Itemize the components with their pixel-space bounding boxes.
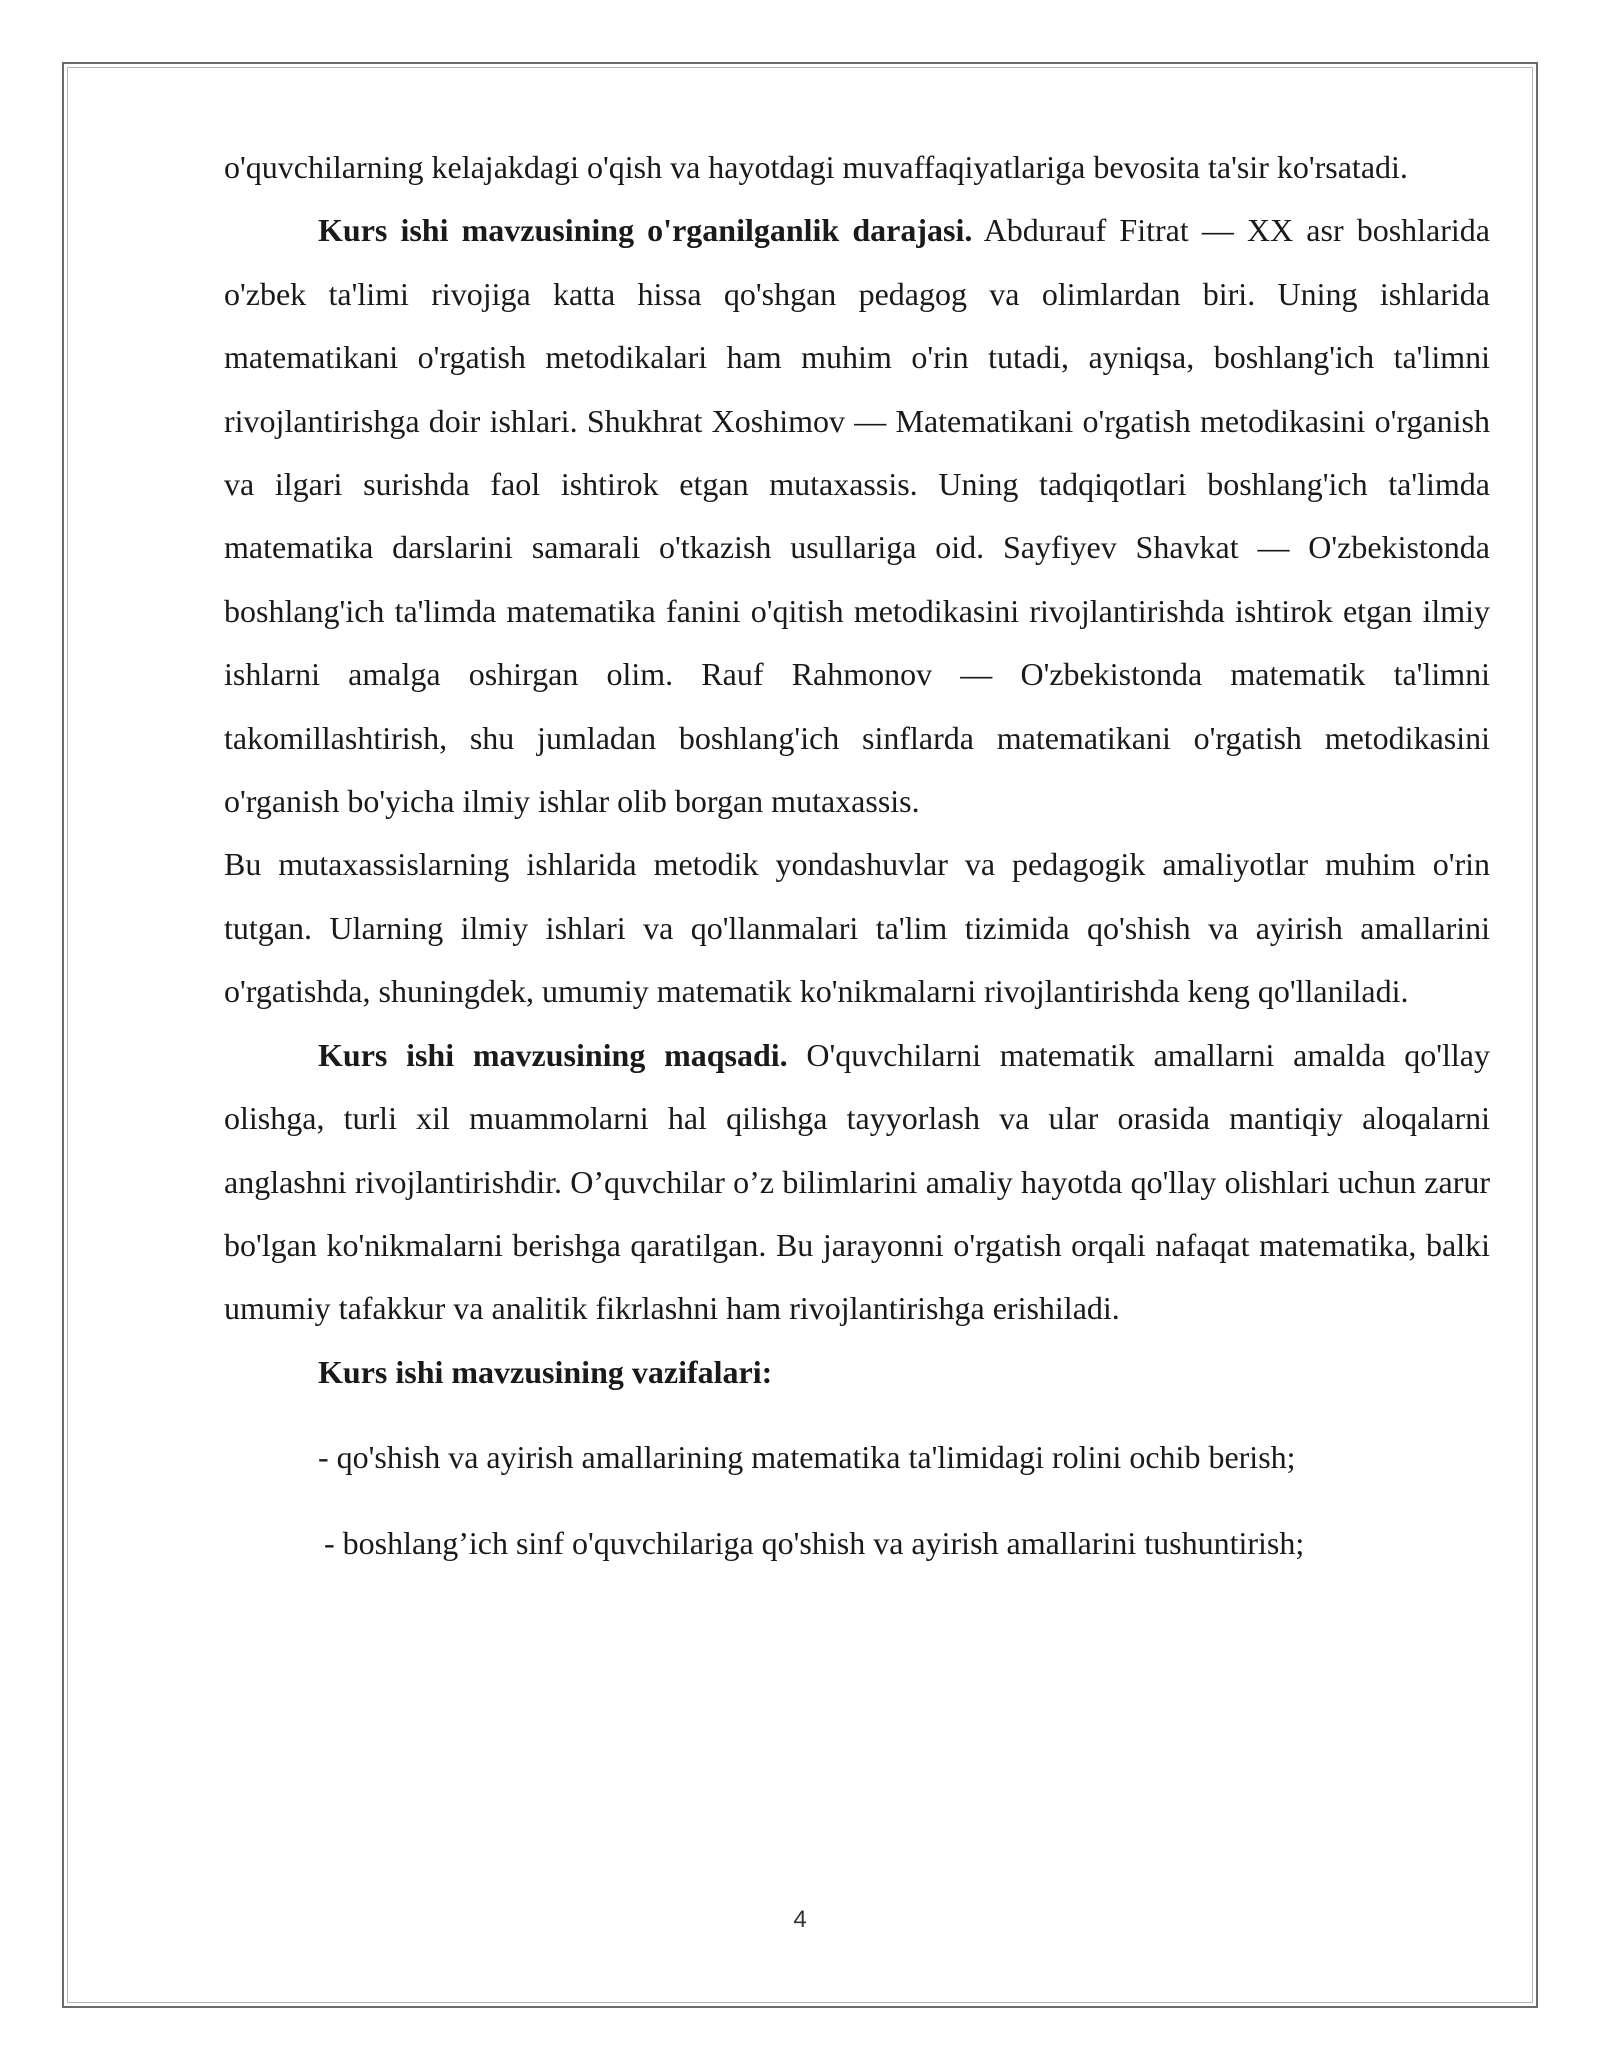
continuation-paragraph: o'quvchilarning kelajakdagi o'qish va hayotdagi muvaffaqiyatlariga bevosita ta'sir ko'rsatadi.: [224, 149, 1408, 185]
goal-heading: Kurs ishi mavzusining maqsadi.: [318, 1036, 788, 1073]
tasks-heading: Kurs ishi mavzusining vazifalari:: [318, 1353, 773, 1390]
specialists-paragraph: Bu mutaxassislarning ishlarida metodik yondashuvlar va pedagogik amaliyotlar muhim o'rin tutgan. Ularning ilmiy ishlari va qo'llanmalari ta'lim tizimida qo'shish va ayirish amallarini o'rgatishda, shuningdek, umumiy matematik ko'nikmalarni rivojlantirishda keng qo'llaniladi.: [224, 846, 1490, 1010]
goal-paragraph: [224, 1024, 1490, 1341]
task-item: - boshlang’ich sinf o'quvchilariga qo'shish va ayirish amallarini tushuntirish;: [324, 1524, 1305, 1561]
task-item: - qo'shish va ayirish amallarining matematika ta'limidagi rolini ochib berish;: [318, 1439, 1296, 1476]
goal-text: O'quvchilarni matematik amallarni amalda qo'llay olishga, turli xil muammolarni hal qilishga tayyorlash va ular orasida mantiqiy aloqalarni anglashni rivojlantirishdir. O’quvchilar o’z bilimlarini amaliy hayotda qo'llay olishlari uchun zarur bo'lgan ko'nikmalarni berishga qaratilgan. Bu jarayonni o'rgatish orqali nafaqat matematika, balki umumiy tafakkur va analitik fikrlashni ham rivojlantirishga erishiladi.: [224, 1036, 1491, 1327]
study-level-heading: Kurs ishi mavzusining o'rganilganlik darajasi.: [318, 212, 973, 249]
study-level-paragraph: [224, 199, 1490, 833]
page-number: 4: [793, 1906, 807, 1933]
study-level-text: Abdurauf Fitrat — XX asr boshlarida o'zbek ta'limi rivojiga katta hissa qo'shgan pedagog va olimlardan biri. Uning ishlarida matematikani o'rgatish metodikalari ham muhim o'rin tutadi, ayniqsa, boshlang'ich ta'limni rivojlantirishga doir ishlari. Shukhrat Xoshimov — Matematikani o'rgatish metodikasini o'rganish va ilgari surishda faol ishtirok etgan mutaxassis. Uning tadqiqotlari boshlang'ich ta'limda matematika darslarini samarali o'tkazish usullariga oid. Sayfiyev Shavkat — O'zbekistonda boshlang'ich ta'limda matematika fanini o'qitish metodikasini rivojlantirishda ishtirok etgan ilmiy ishlarni amalga oshirgan olim. Rauf Rahmonov — O'zbekistonda matematik ta'limni takomillashtirish, shu jumladan boshlang'ich sinflarda matematikani o'rgatish metodikasini o'rganish bo'yicha ilmiy ishlar olib borgan mutaxassis.: [224, 212, 1491, 820]
document-body: [224, 136, 1490, 1575]
